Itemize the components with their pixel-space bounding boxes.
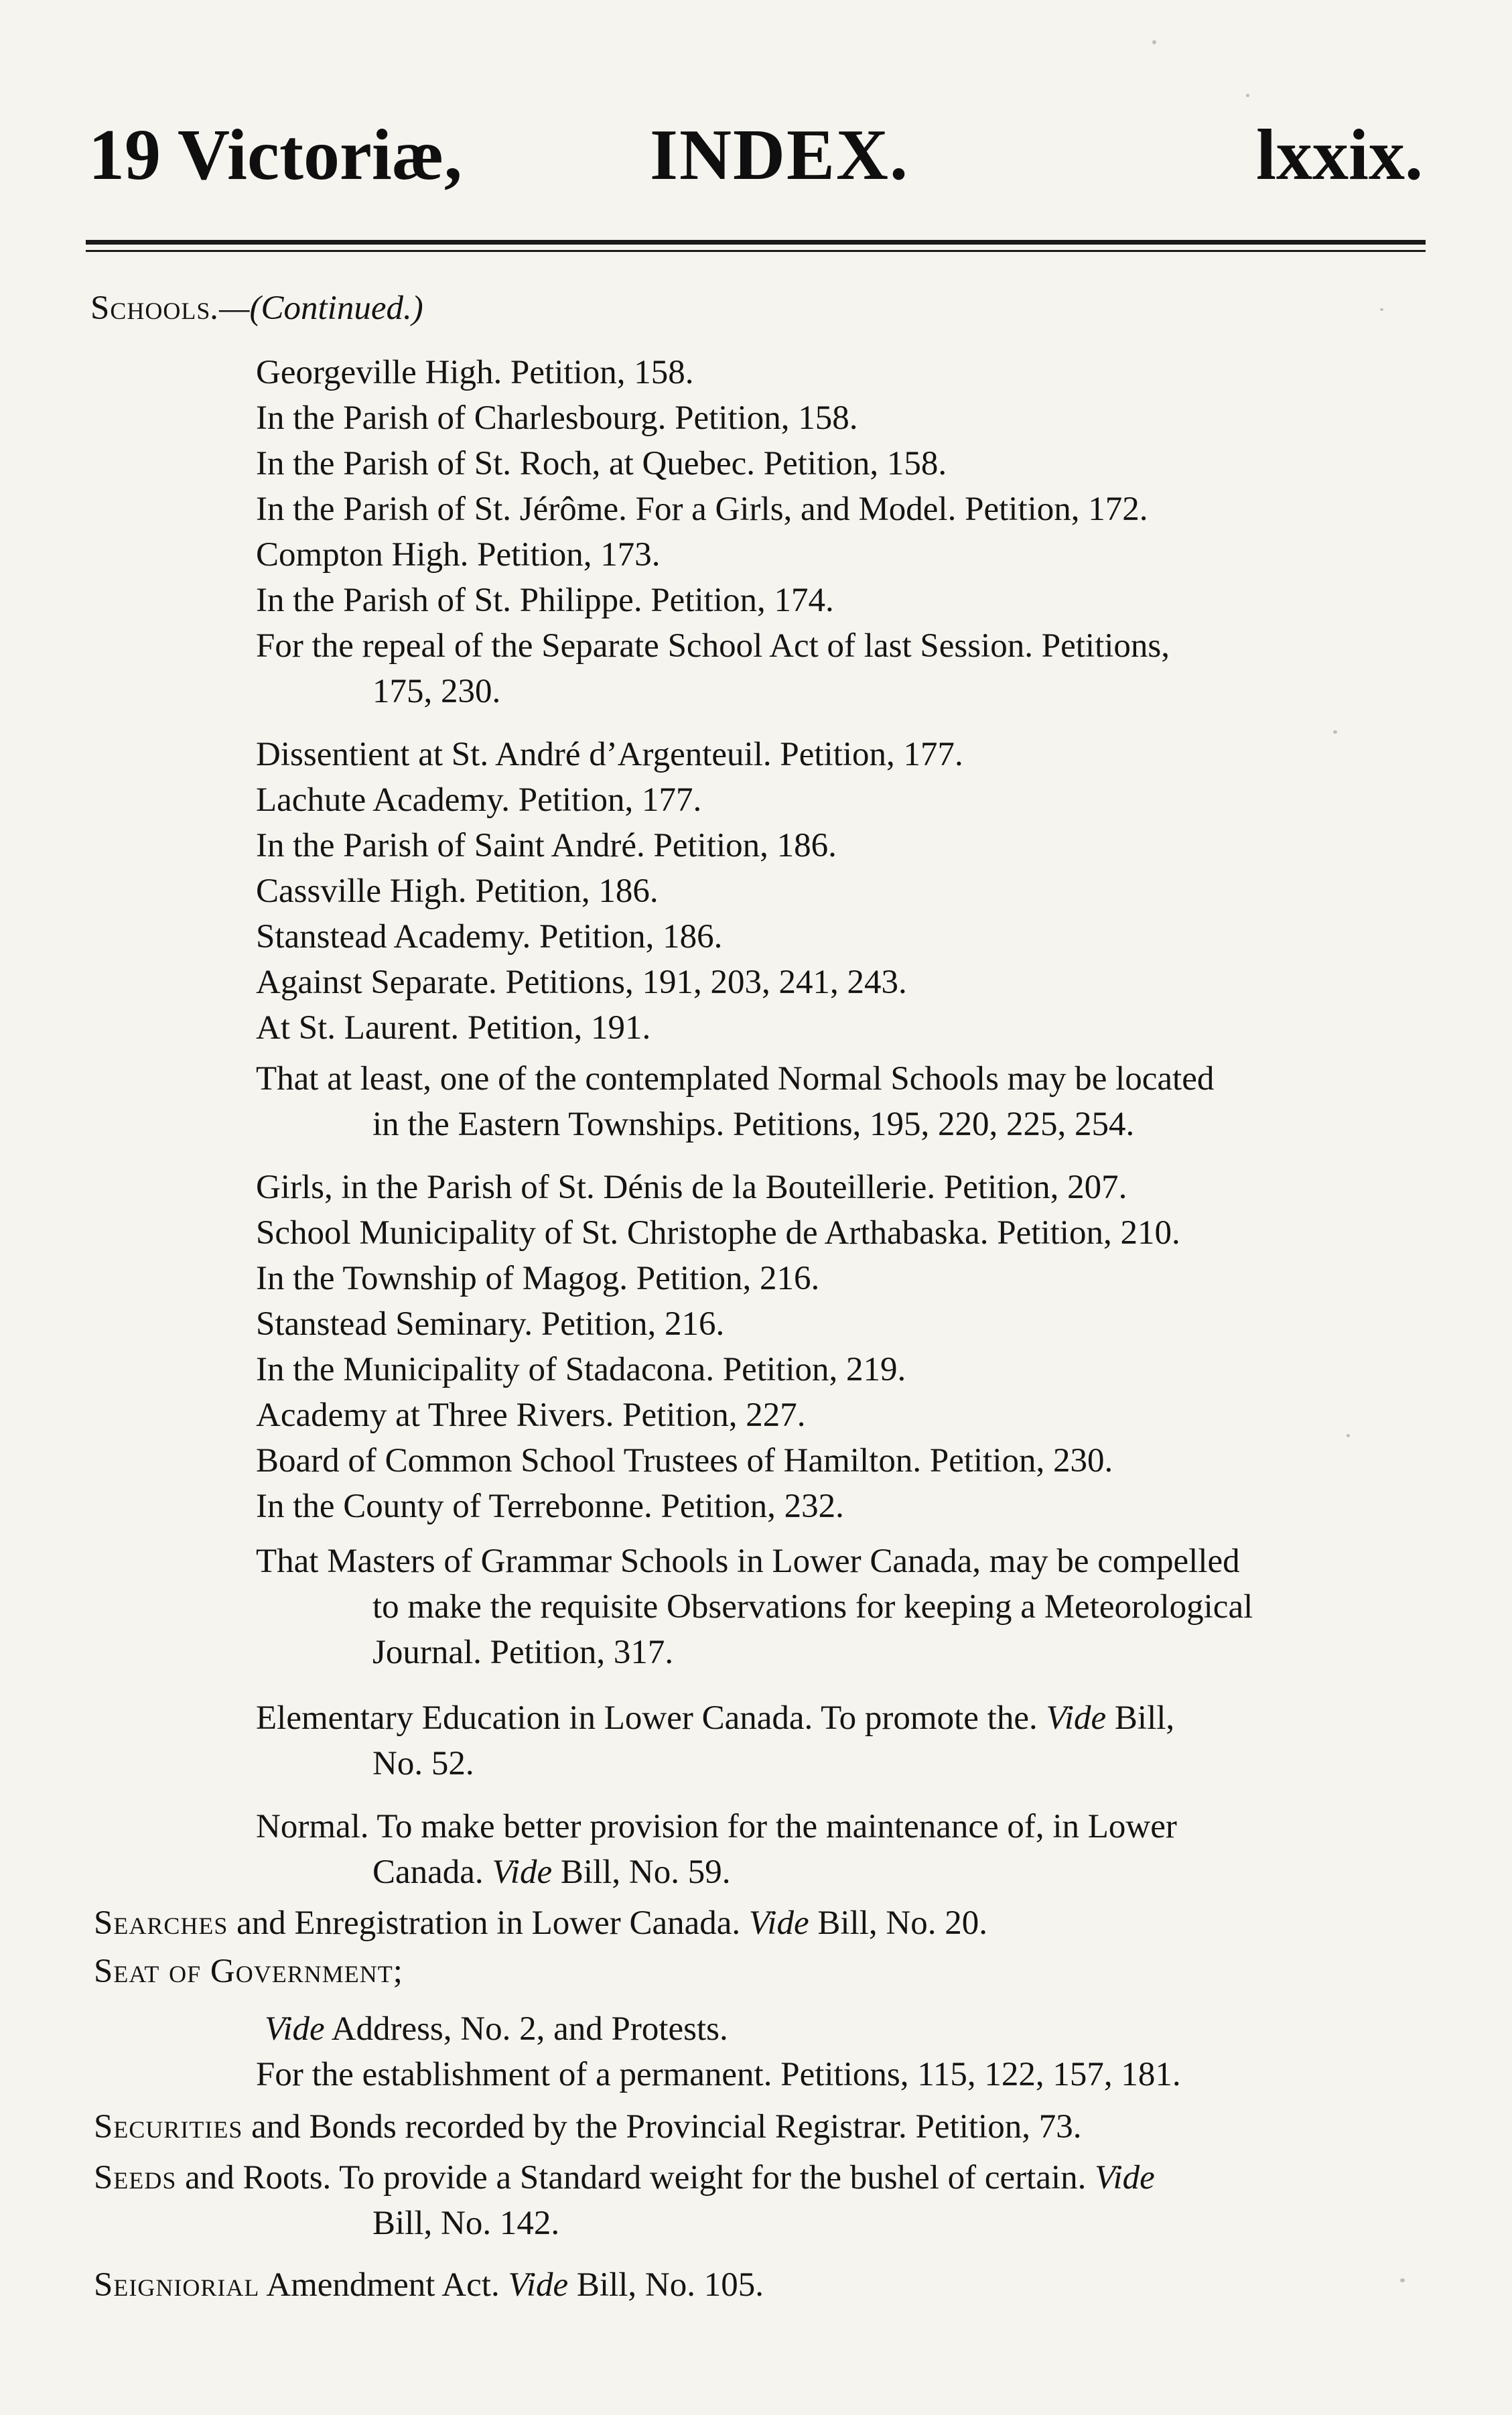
index-entry: Elementary Education in Lower Canada. To promote the. Vide Bill, [256, 1699, 1175, 1737]
index-entry: In the Parish of St. Roch, at Quebec. Petition, 158. [256, 445, 947, 482]
index-entry-continuation: Bill, No. 142. [372, 2205, 560, 2242]
index-entry: In the Parish of St. Jérôme. For a Girls, and Model. Petition, 172. [256, 491, 1148, 528]
running-header-volume: 19 Victoriæ, [88, 115, 462, 195]
scan-speck [1246, 94, 1249, 97]
index-entry-continuation: in the Eastern Townships. Petitions, 195, 220, 225, 254. [372, 1106, 1135, 1143]
scan-speck [1380, 308, 1383, 311]
index-entry: In the Parish of Saint André. Petition, 186. [256, 827, 837, 864]
index-entry: In the County of Terrebonne. Petition, 232. [256, 1488, 844, 1525]
running-header-page-number: lxxix. [1256, 115, 1424, 195]
index-entry: For the repeal of the Separate School Act of last Session. Petitions, [256, 627, 1170, 665]
index-entry: In the Municipality of Stadacona. Petition, 219. [256, 1351, 906, 1388]
index-entry-continuation: to make the requisite Observations for keeping a Meteorological [372, 1588, 1253, 1626]
index-entry: Lachute Academy. Petition, 177. [256, 781, 702, 819]
index-entry: Georgeville High. Petition, 158. [256, 354, 694, 391]
index-entry: Academy at Three Rivers. Petition, 227. [256, 1396, 806, 1434]
index-entry: School Municipality of St. Christophe de Arthabaska. Petition, 210. [256, 1214, 1180, 1252]
index-entry: Board of Common School Trustees of Hamilton. Petition, 230. [256, 1442, 1113, 1480]
index-heading-securities: Securities and Bonds recorded by the Provincial Registrar. Petition, 73. [94, 2108, 1082, 2146]
index-entry-continuation: Journal. Petition, 317. [372, 1634, 674, 1671]
index-entry-continuation: 175, 230. [372, 673, 501, 710]
index-entry: Cassville High. Petition, 186. [256, 872, 659, 910]
index-entry: Against Separate. Petitions, 191, 203, 241, 243. [256, 964, 907, 1001]
scan-speck [1347, 1434, 1350, 1437]
index-heading-searches: Searches and Enregistration in Lower Canada. Vide Bill, No. 20. [94, 1904, 987, 1942]
index-entry: Vide Address, No. 2, and Protests. [265, 2010, 728, 2048]
running-header-title: INDEX. [650, 115, 910, 195]
index-entry-continuation: Canada. Vide Bill, No. 59. [372, 1853, 731, 1891]
index-entry: At St. Laurent. Petition, 191. [256, 1009, 651, 1047]
index-heading-schools: Schools.—(Continued.) [90, 289, 423, 327]
index-entry: Normal. To make better provision for the maintenance of, in Lower [256, 1808, 1177, 1845]
index-entry: Stanstead Academy. Petition, 186. [256, 918, 723, 956]
index-entry: In the Parish of Charlesbourg. Petition, 158. [256, 399, 858, 437]
index-heading-seigniorial: Seigniorial Amendment Act. Vide Bill, No. 105. [94, 2266, 764, 2304]
index-entry: In the Parish of St. Philippe. Petition, 174. [256, 582, 834, 619]
scan-speck [1400, 2278, 1405, 2282]
scan-speck [1152, 40, 1156, 44]
index-entry-continuation: No. 52. [372, 1745, 474, 1782]
index-entry: That Masters of Grammar Schools in Lower Canada, may be compelled [256, 1543, 1240, 1580]
index-entry: That at least, one of the contemplated Normal Schools may be located [256, 1060, 1215, 1098]
index-heading-seat-of-government: Seat of Government; [94, 1953, 403, 1990]
header-rule-thin [86, 250, 1426, 252]
index-entry: For the establishment of a permanent. Petitions, 115, 122, 157, 181. [256, 2056, 1181, 2093]
index-entry: Dissentient at St. André d’Argenteuil. Petition, 177. [256, 736, 963, 773]
scan-speck [1333, 730, 1337, 734]
index-entry: Girls, in the Parish of St. Dénis de la Bouteillerie. Petition, 207. [256, 1169, 1127, 1206]
index-entry: Compton High. Petition, 173. [256, 536, 661, 574]
index-heading-seeds: Seeds and Roots. To provide a Standard weight for the bushel of certain. Vide [94, 2159, 1155, 2197]
index-entry: Stanstead Seminary. Petition, 216. [256, 1305, 725, 1343]
header-rule-thick [86, 240, 1426, 245]
index-entry: In the Township of Magog. Petition, 216. [256, 1260, 820, 1297]
